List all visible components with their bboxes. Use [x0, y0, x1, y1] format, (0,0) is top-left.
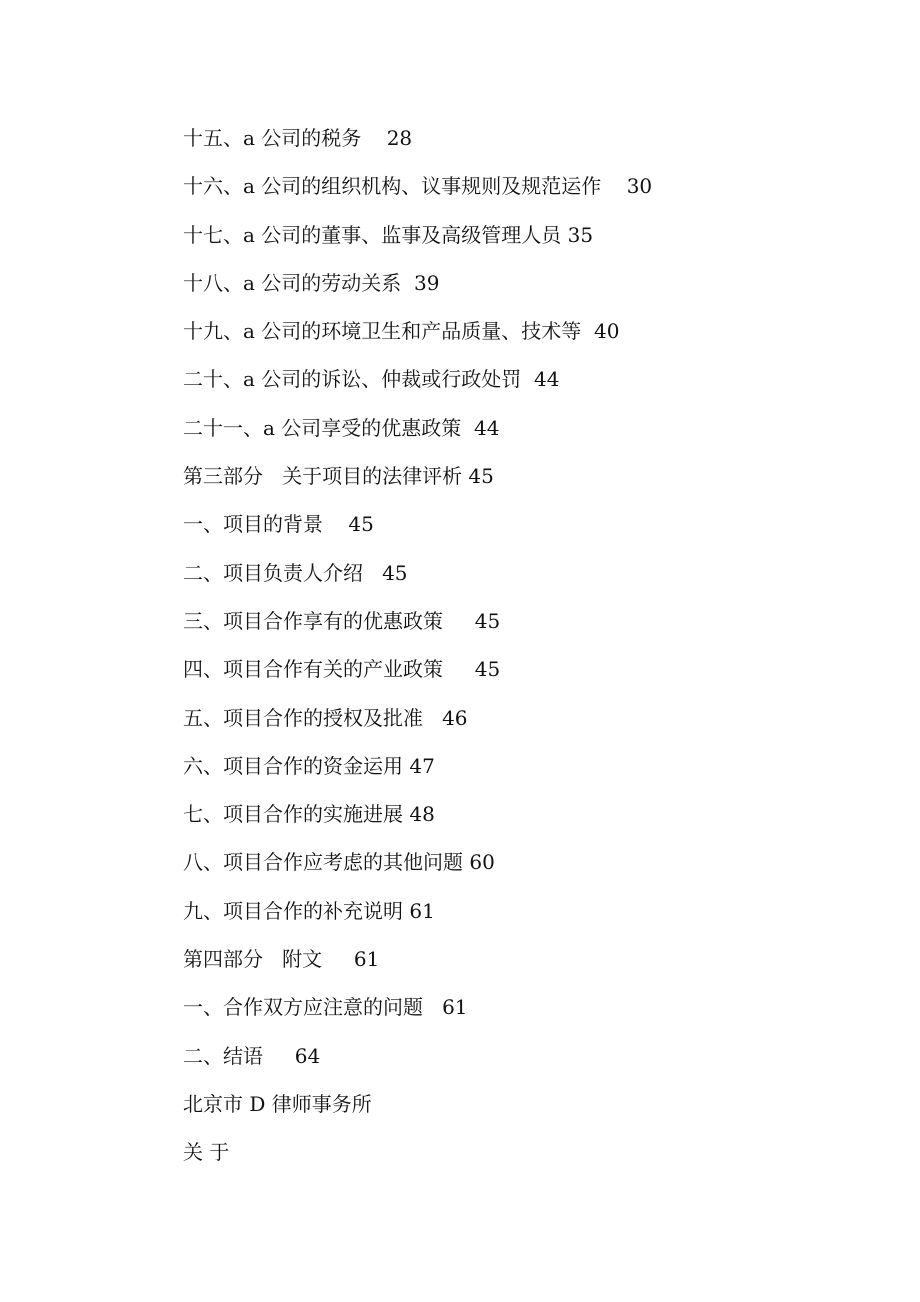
toc-entry: 三、项目合作享有的优惠政策 45 — [183, 608, 501, 633]
toc-entry: 十八、a 公司的劳动关系 39 — [183, 270, 440, 295]
toc-entry: 六、项目合作的资金运用 47 — [183, 753, 435, 778]
toc-entry: 九、项目合作的补充说明 61 — [183, 898, 435, 923]
toc-entry: 五、项目合作的授权及批准 46 — [183, 705, 468, 730]
toc-entry: 七、项目合作的实施进展 48 — [183, 802, 435, 827]
toc-entry: 八、项目合作应考虑的其他问题 60 — [183, 850, 495, 875]
body-text: 关 于 — [183, 1140, 230, 1165]
toc-entry: 四、项目合作有关的产业政策 45 — [183, 657, 501, 682]
law-firm-name: 北京市 D 律师事务所 — [183, 1091, 372, 1116]
toc-entry: 一、项目的背景 45 — [183, 512, 374, 537]
toc-entry: 二十、a 公司的诉讼、仲裁或行政处罚 44 — [183, 367, 560, 392]
toc-entry: 一、合作双方应注意的问题 61 — [183, 995, 468, 1020]
toc-entry: 二、结语 64 — [183, 1043, 321, 1068]
toc-section-heading: 第四部分 附文 61 — [183, 947, 380, 972]
toc-section-heading: 第三部分 关于项目的法律评析 45 — [183, 464, 494, 489]
table-of-contents — [183, 114, 883, 1177]
toc-entry: 十六、a 公司的组织机构、议事规则及规范运作 30 — [183, 174, 653, 199]
toc-entry: 十七、a 公司的董事、监事及高级管理人员 35 — [183, 222, 594, 247]
toc-entry: 十九、a 公司的环境卫生和产品质量、技术等 40 — [183, 319, 620, 344]
toc-entry: 二十一、a 公司享受的优惠政策 44 — [183, 415, 500, 440]
toc-entry: 十五、a 公司的税务 28 — [183, 126, 413, 150]
toc-entry: 二、项目负责人介绍 45 — [183, 560, 408, 585]
